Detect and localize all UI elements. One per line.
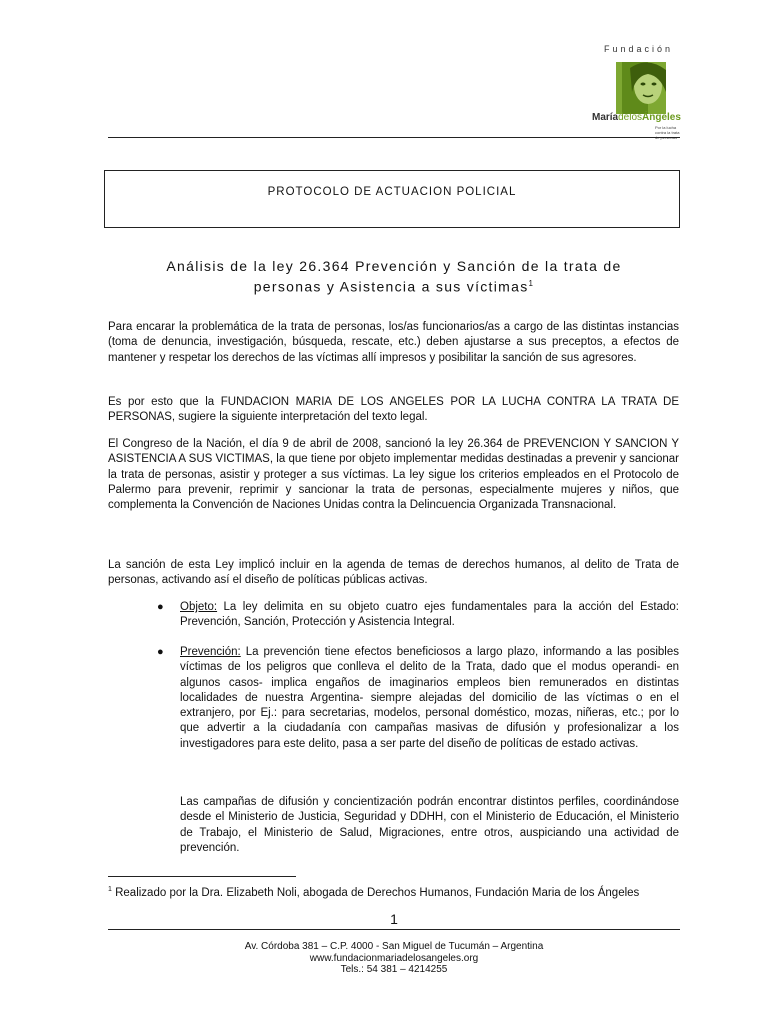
document-title: PROTOCOLO DE ACTUACION POLICIAL [267, 186, 517, 198]
bullet-prevencion-label: Prevención: [180, 646, 241, 658]
bullet-dot-prevencion: ● [157, 646, 164, 658]
page-footer [108, 941, 680, 976]
logo-fundacion-text: Fundación [604, 44, 674, 54]
logo-name-part1: María [592, 112, 619, 123]
logo-name [592, 112, 681, 123]
subtitle-line2: personas y Asistencia a sus víctimas [253, 278, 529, 295]
paragraph-congress: El Congreso de la Nación, el día 9 de abril de 2008, sancionó la ley 26.364 de PREVENCION Y SANCION Y ASISTENCIA A SUS VICTIMAS, la que tiene por objeto implementar medidas destinadas a prevenir y sancionar la trata de personas, asistir y proteger a sus víctimas. La ley sigue los criterios empleados en el Protocolo de Palermo para prevenir, reprimir y sancionar la trata de personas, especialmente mujeres y niños, que complementa la Convención de Naciones Unidas contra la Delincuencia Organizada Transnacional. [108, 438, 679, 512]
footnote-text: Realizado por la Dra. Elizabeth Noli, abogada de Derechos Humanos, Fundación Maria de los Ángeles [111, 886, 640, 899]
footer-website[interactable]: www.fundacionmariadelosangeles.org [309, 952, 479, 964]
header-divider [108, 137, 680, 138]
paragraph-intro: Para encarar la problemática de la trata de personas, los/as funcionarios/as a cargo de las distintas instancias (toma de denuncia, investigación, búsqueda, rescate, etc.) deben ajustarse a sus preceptos, a efectos de mantener y respetar los derechos de las víctimas allí impresos y posibilitar la sanción de sus agresores. [108, 321, 679, 364]
subtitle-footnote-ref: 1 [528, 279, 535, 288]
bullet-prevencion [180, 645, 679, 752]
logo-name-part3: Ángeles [642, 112, 681, 123]
page-number: 1 [390, 911, 398, 927]
document-subtitle [108, 258, 680, 296]
bullet-objeto [180, 600, 679, 631]
bullet-objeto-text: La ley delimita en su objeto cuatro ejes fundamentales para la acción del Estado: Prevención, Sanción, Protección y Asistencia Integral. [180, 601, 679, 629]
footnote-divider [108, 876, 296, 877]
subtitle-line1: Análisis de la ley 26.364 Prevención y Sanción de la trata de [166, 258, 622, 274]
footer-divider [108, 929, 680, 930]
bullet-prevencion-subparagraph: Las campañas de difusión y concientización podrán encontrar distintos perfiles, coordinándose desde el Ministerio de Justicia, Seguridad y DDHH, con el Ministerio de Educación, el Ministerio de Trabajo, el Ministerio de Salud, Migraciones, entre otros, auspiciando una actividad de prevención. [180, 796, 679, 854]
paragraph-sanction: La sanción de esta Ley implicó incluir en la agenda de temas de derechos humanos, al delito de Trata de personas, activando así el diseño de políticas públicas activas. [108, 559, 679, 587]
bullet-dot-objeto: ● [157, 601, 164, 613]
footnote [108, 882, 679, 901]
footer-phone: Tels.: 54 381 – 4214255 [340, 964, 448, 975]
logo-tagline: Por la lucha contra la trata [655, 125, 680, 135]
bullet-objeto-label: Objeto: [180, 601, 218, 613]
footer-address: Av. Córdoba 381 – C.P. 4000 - San Miguel de Tucumán – Argentina [244, 941, 544, 952]
bullet-prevencion-text: La prevención tiene efectos beneficiosos a largo plazo, informando a las posibles víctimas de los peligros que conlleva el delito de la Trata, dado que el modus operandi- en algunos casos- implica engaños de imaginarios empleos bien remunerados en distintas localidades de nuestra Argentina- siempre alejadas del domicilio de las víctimas o en el extranjero, por Ej.: para secretarias, modelos, personal doméstico, mozas, niñeras, etc.; por lo que advertir a la ciudadanía con campañas masivas de difusión y profesionalizar a los investigadores para este delito, pasa a ser parte del diseño de políticas de estado activas. [180, 646, 679, 750]
paragraph-foundation: Es por esto que la FUNDACION MARIA DE LOS ANGELES POR LA LUCHA CONTRA LA TRATA DE PERSONAS, sugiere la siguiente interpretación del texto legal. [108, 396, 679, 424]
footnote-ref: 1 [108, 886, 112, 893]
logo-name-part2: delos [618, 112, 643, 123]
title-box [104, 170, 680, 228]
logo-portrait-image [616, 62, 678, 114]
